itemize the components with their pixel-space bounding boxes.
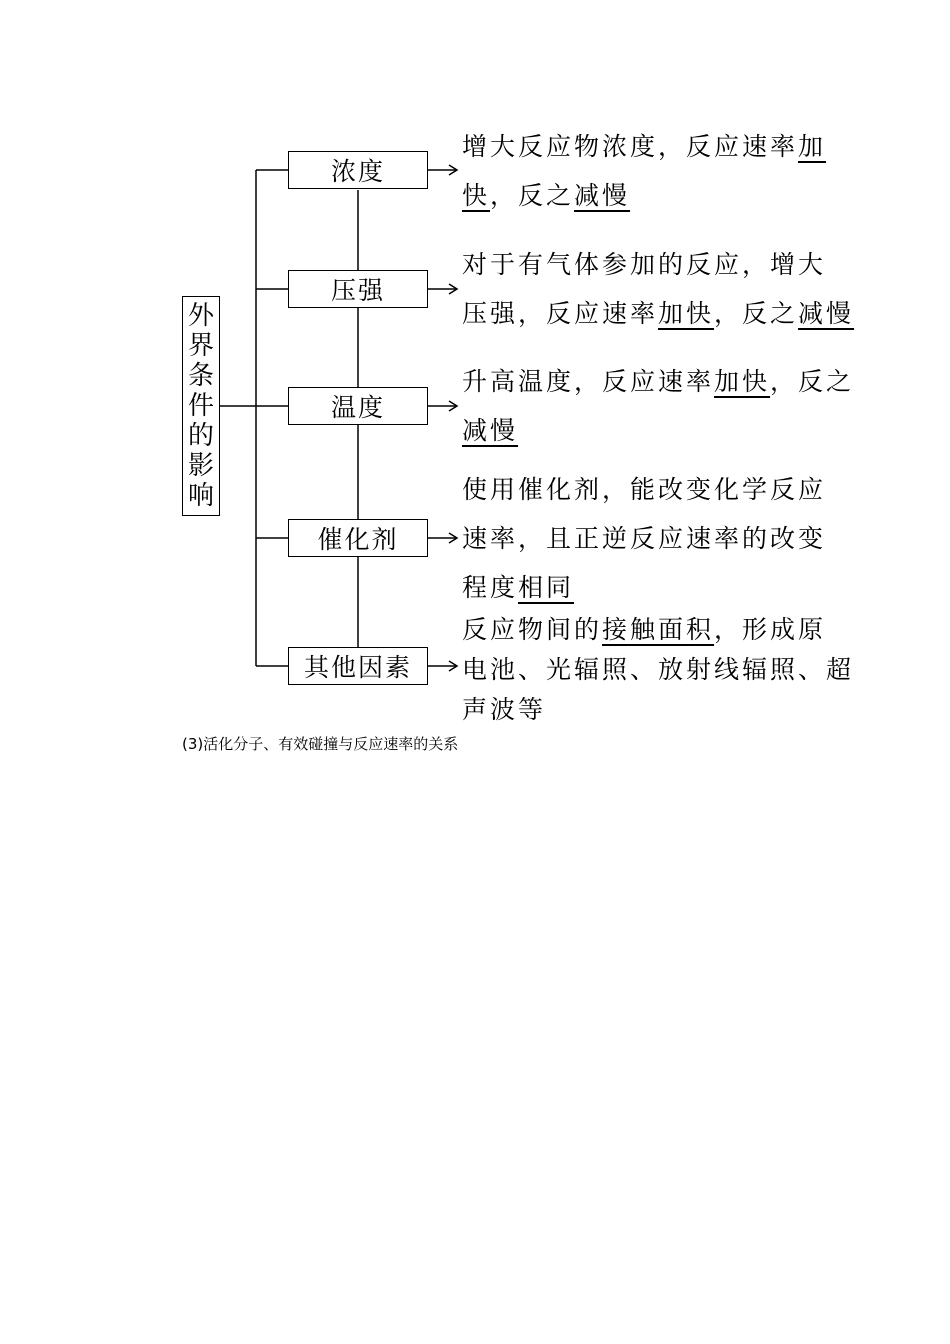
desc-text: 对于有气体参加的反应，增大 xyxy=(462,250,827,279)
desc-text: 程度 xyxy=(462,573,519,602)
underlined-term: 相同 xyxy=(518,573,575,602)
desc-line xyxy=(462,690,844,730)
desc-line xyxy=(462,406,844,455)
desc-pressure xyxy=(462,240,855,338)
desc-line xyxy=(462,514,844,563)
underlined-term: 加快 xyxy=(658,299,715,328)
desc-text: 使用催化剂，能改变化学反应 xyxy=(462,475,827,504)
desc-line xyxy=(462,563,844,612)
desc-other xyxy=(462,610,855,730)
factor-box-other: 其他因素 xyxy=(288,647,428,685)
desc-text: ，反之 xyxy=(770,367,855,396)
desc-line xyxy=(462,610,844,650)
underlined-term: 接触面积 xyxy=(602,615,715,644)
desc-line xyxy=(462,650,855,690)
desc-line xyxy=(462,357,855,406)
desc-text: 升高温度，反应速率 xyxy=(462,367,715,396)
desc-line xyxy=(462,289,855,338)
factor-box-concentration: 浓度 xyxy=(288,151,428,189)
underlined-term: 减慢 xyxy=(462,416,519,445)
desc-text: 增大反应物浓度，反应速率 xyxy=(462,132,799,161)
desc-text: ，反之 xyxy=(490,181,575,210)
root-box xyxy=(182,296,220,516)
desc-text: ，形成原 xyxy=(714,615,827,644)
underlined-term: 快 xyxy=(462,181,491,210)
desc-text: 压强，反应速率 xyxy=(462,299,659,328)
desc-catalyst xyxy=(462,465,844,612)
factor-box-pressure: 压强 xyxy=(288,270,428,308)
desc-text: 反应物间的 xyxy=(462,615,603,644)
factor-box-catalyst: 催化剂 xyxy=(288,519,428,557)
desc-concentration xyxy=(462,122,844,220)
desc-line xyxy=(462,122,844,171)
desc-text: 声波等 xyxy=(462,695,547,724)
desc-line xyxy=(462,171,844,220)
underlined-term: 减慢 xyxy=(574,181,631,210)
desc-text: 电池、光辐照、放射线辐照、超 xyxy=(462,655,855,684)
desc-line xyxy=(462,465,844,514)
desc-text: 速率，且正逆反应速率的改变 xyxy=(462,524,827,553)
caption: (3)活化分子、有效碰撞与反应速率的关系 xyxy=(182,735,459,753)
factor-box-temperature: 温度 xyxy=(288,387,428,425)
underlined-term: 加快 xyxy=(714,367,771,396)
underlined-term: 加 xyxy=(798,132,827,161)
root-label: 外 界 条 件 的 影 响 xyxy=(187,301,214,511)
underlined-term: 减慢 xyxy=(798,299,855,328)
desc-temperature xyxy=(462,357,855,455)
desc-line xyxy=(462,240,844,289)
desc-text: ，反之 xyxy=(714,299,799,328)
